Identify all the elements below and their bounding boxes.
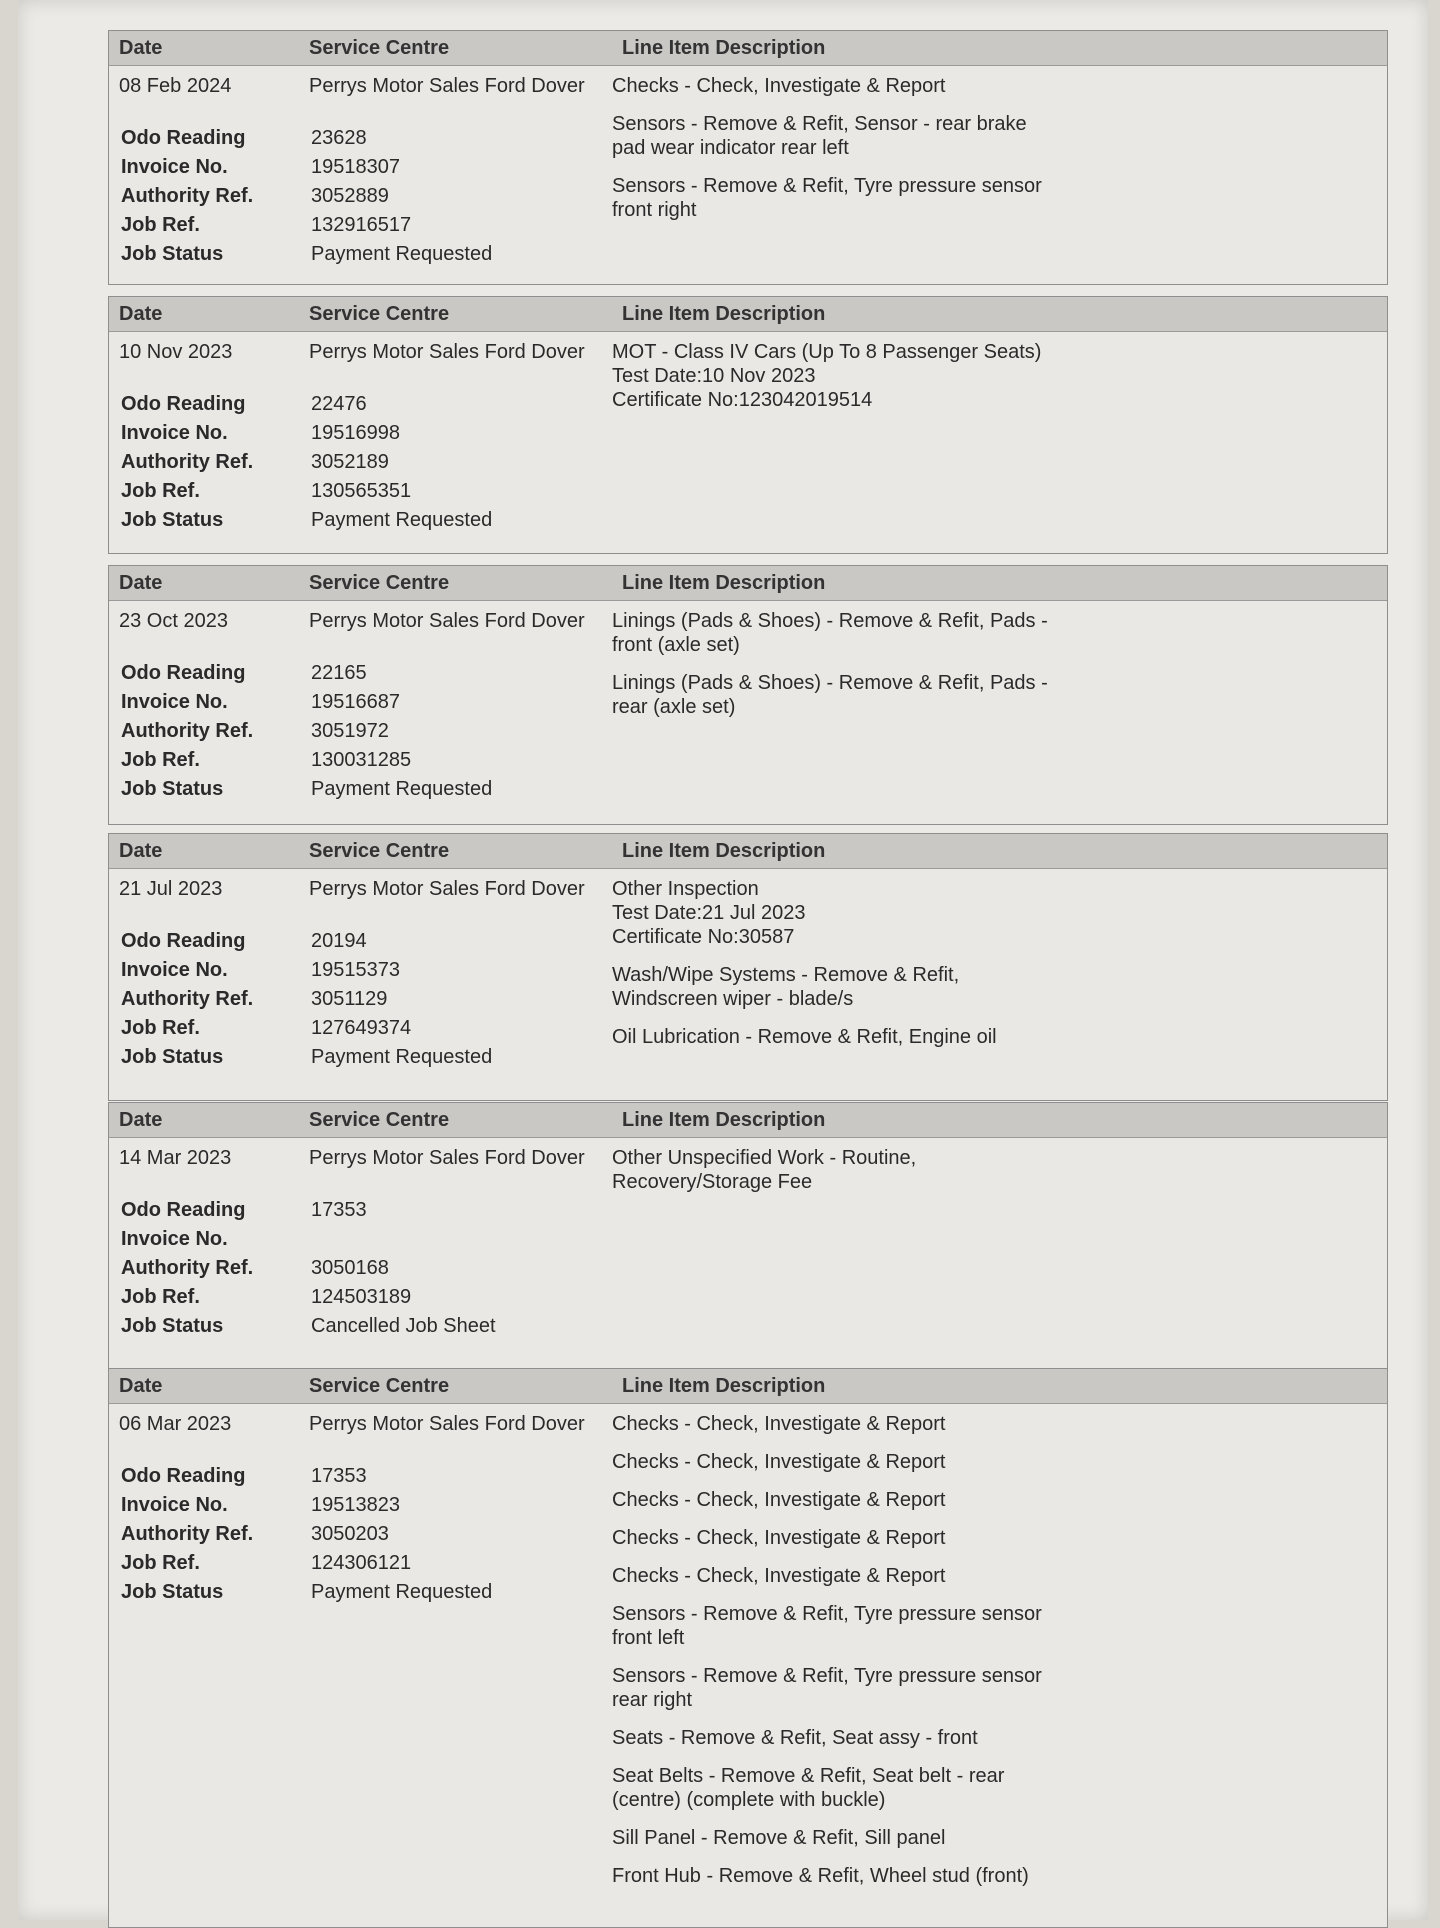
line-items [612,1412,1387,1902]
job-status-row [109,1045,612,1074]
line-item [612,1564,1367,1588]
record-details [109,1146,612,1343]
service-record [108,1368,1388,1928]
authority-ref-label: Authority Ref. [121,988,254,1010]
authority-ref-row [109,1522,612,1551]
record-date: 23 Oct 2023 [119,610,228,632]
invoice-number-row [109,155,612,184]
date-header: Date [119,1374,163,1397]
line-item-text: Sensors - Remove & Refit, Tyre pressure sensor [612,175,1042,197]
record-date: 21 Jul 2023 [119,878,223,900]
line-item-text: rear (axle set) [612,696,736,718]
line-item-text: Sill Panel - Remove & Refit, Sill panel [612,1827,946,1849]
job-status-value: Cancelled Job Sheet [311,1315,496,1337]
invoice-number-value: 19513823 [311,1494,400,1516]
date-header: Date [119,1108,163,1131]
invoice-number-label: Invoice No. [121,156,228,178]
date-header: Date [119,36,163,59]
job-status-value: Payment Requested [311,1046,493,1068]
job-status-row [109,1580,612,1609]
job-ref-label: Job Ref. [121,1552,200,1574]
job-ref-label: Job Ref. [121,1286,200,1308]
line-item [612,174,1367,222]
line-item-text: Test Date:21 Jul 2023 [612,902,806,924]
record-date: 06 Mar 2023 [119,1413,232,1435]
invoice-number-label: Invoice No. [121,422,228,444]
line-item [612,1864,1367,1888]
record-header [109,1369,1387,1404]
line-item-text: Checks - Check, Investigate & Report [612,1489,946,1511]
line-item [612,1146,1367,1194]
job-status-row [109,777,612,806]
line-item [612,1664,1367,1712]
service-centre-header: Service Centre [309,36,450,59]
service-centre-header: Service Centre [309,839,450,862]
odo-reading-value: 20194 [311,930,367,952]
job-ref-value: 130565351 [311,480,412,502]
service-record [108,833,1388,1101]
line-item-text: Other Inspection [612,878,759,900]
job-status-label: Job Status [121,1046,224,1068]
service-centre-name: Perrys Motor Sales Ford Dover [309,610,585,632]
line-item [612,74,1367,98]
authority-ref-value: 3050203 [311,1523,389,1545]
service-centre-header: Service Centre [309,1108,450,1131]
record-date: 08 Feb 2024 [119,75,232,97]
line-item-header: Line Item Description [622,839,826,862]
odo-reading-value: 17353 [311,1465,367,1487]
odo-reading-row [109,126,612,155]
line-item [612,112,1367,160]
date-header: Date [119,839,163,862]
line-item [612,963,1367,1011]
line-item [612,1412,1367,1436]
job-status-label: Job Status [121,778,224,800]
line-item-text: Oil Lubrication - Remove & Refit, Engine oil [612,1026,997,1048]
service-centre-header: Service Centre [309,302,450,325]
record-details [109,1412,612,1902]
job-ref-row [109,1285,612,1314]
line-items [612,74,1387,271]
date-centre-row [109,1146,612,1198]
job-status-value: Payment Requested [311,509,493,531]
service-centre-name: Perrys Motor Sales Ford Dover [309,1147,585,1169]
invoice-number-label: Invoice No. [121,959,228,981]
line-item [612,340,1367,412]
line-item-text: Checks - Check, Investigate & Report [612,1527,946,1549]
line-item-text: Seats - Remove & Refit, Seat assy - front [612,1727,978,1749]
authority-ref-label: Authority Ref. [121,451,254,473]
line-item-text: Checks - Check, Investigate & Report [612,1413,946,1435]
authority-ref-row [109,450,612,479]
record-body [109,66,1387,271]
date-centre-row [109,1412,612,1464]
record-body [109,332,1387,537]
job-status-value: Payment Requested [311,243,493,265]
job-ref-value: 124503189 [311,1286,412,1308]
record-body [109,601,1387,806]
authority-ref-value: 3051972 [311,720,389,742]
odo-reading-label: Odo Reading [121,662,246,684]
job-ref-label: Job Ref. [121,480,200,502]
job-ref-label: Job Ref. [121,214,200,236]
service-centre-name: Perrys Motor Sales Ford Dover [309,878,585,900]
authority-ref-value: 3052889 [311,185,389,207]
record-header [109,1103,1387,1138]
job-ref-value: 127649374 [311,1017,412,1039]
job-ref-row [109,1016,612,1045]
line-item-text: Sensors - Remove & Refit, Tyre pressure sensor [612,1603,1042,1625]
job-ref-label: Job Ref. [121,1017,200,1039]
invoice-number-row [109,1227,612,1256]
service-centre-name: Perrys Motor Sales Ford Dover [309,75,585,97]
odo-reading-value: 22476 [311,393,367,415]
line-items [612,877,1387,1074]
odo-reading-row [109,392,612,421]
authority-ref-row [109,184,612,213]
line-item [612,1526,1367,1550]
date-centre-row [109,609,612,661]
line-item-text: Test Date:10 Nov 2023 [612,365,816,387]
odo-reading-row [109,929,612,958]
odo-reading-row [109,1464,612,1493]
line-item [612,1025,1367,1049]
record-date: 10 Nov 2023 [119,341,233,363]
odo-reading-value: 23628 [311,127,367,149]
line-item-text: rear right [612,1689,693,1711]
invoice-number-row [109,421,612,450]
invoice-number-label: Invoice No. [121,1228,228,1250]
invoice-number-row [109,958,612,987]
authority-ref-label: Authority Ref. [121,1523,254,1545]
line-item-text: Linings (Pads & Shoes) - Remove & Refit, Pads - [612,610,1048,632]
line-item-text: Sensors - Remove & Refit, Tyre pressure sensor [612,1665,1042,1687]
line-item [612,1488,1367,1512]
odo-reading-label: Odo Reading [121,1465,246,1487]
authority-ref-row [109,1256,612,1285]
record-body [109,1404,1387,1902]
service-record [108,30,1388,285]
job-ref-row [109,213,612,242]
odo-reading-row [109,661,612,690]
date-header: Date [119,302,163,325]
invoice-number-value: 19516687 [311,691,400,713]
invoice-number-label: Invoice No. [121,1494,228,1516]
authority-ref-label: Authority Ref. [121,720,254,742]
record-header [109,297,1387,332]
record-body [109,1138,1387,1343]
line-item-text: Windscreen wiper - blade/s [612,988,854,1010]
line-items [612,1146,1387,1343]
invoice-number-value: 19516998 [311,422,400,444]
job-ref-value: 132916517 [311,214,412,236]
authority-ref-value: 3052189 [311,451,389,473]
odo-reading-value: 17353 [311,1199,367,1221]
line-item-text: Certificate No:30587 [612,926,795,948]
line-item-header: Line Item Description [622,302,826,325]
line-item-text: Sensors - Remove & Refit, Sensor - rear brake [612,113,1027,135]
line-item-text: Recovery/Storage Fee [612,1171,813,1193]
line-item-text: Front Hub - Remove & Refit, Wheel stud (front) [612,1865,1029,1887]
line-item-text: Linings (Pads & Shoes) - Remove & Refit, Pads - [612,672,1048,694]
job-status-row [109,242,612,271]
line-item [612,1450,1367,1474]
job-ref-row [109,748,612,777]
line-item [612,1726,1367,1750]
record-header [109,834,1387,869]
line-item-header: Line Item Description [622,36,826,59]
line-item [612,609,1367,657]
line-item-text: front left [612,1627,685,1649]
line-item-text: Checks - Check, Investigate & Report [612,1451,946,1473]
odo-reading-label: Odo Reading [121,930,246,952]
record-body [109,869,1387,1074]
job-ref-row [109,479,612,508]
line-item-header: Line Item Description [622,1108,826,1131]
service-centre-name: Perrys Motor Sales Ford Dover [309,1413,585,1435]
job-status-value: Payment Requested [311,778,493,800]
job-status-label: Job Status [121,1581,224,1603]
date-centre-row [109,74,612,126]
invoice-number-label: Invoice No. [121,691,228,713]
job-status-label: Job Status [121,243,224,265]
line-item-text: front (axle set) [612,634,740,656]
job-status-row [109,1314,612,1343]
line-item-header: Line Item Description [622,1374,826,1397]
record-details [109,609,612,806]
job-ref-value: 124306121 [311,1552,412,1574]
odo-reading-value: 22165 [311,662,367,684]
record-details [109,877,612,1074]
date-header: Date [119,571,163,594]
line-item [612,1764,1367,1812]
authority-ref-label: Authority Ref. [121,185,254,207]
date-centre-row [109,877,612,929]
line-item-text: front right [612,199,697,221]
line-item [612,1826,1367,1850]
job-status-row [109,508,612,537]
line-item-text: Certificate No:123042019514 [612,389,873,411]
job-status-value: Payment Requested [311,1581,493,1603]
line-item-text: Checks - Check, Investigate & Report [612,75,946,97]
invoice-number-value [311,1227,612,1256]
line-items [612,609,1387,806]
record-date: 14 Mar 2023 [119,1147,232,1169]
service-centre-header: Service Centre [309,1374,450,1397]
service-centre-header: Service Centre [309,571,450,594]
line-item [612,671,1367,719]
document-page [18,0,1428,1920]
invoice-number-value: 19518307 [311,156,400,178]
record-header [109,566,1387,601]
line-item-text: Checks - Check, Investigate & Report [612,1565,946,1587]
line-item-text: (centre) (complete with buckle) [612,1789,886,1811]
line-item-header: Line Item Description [622,571,826,594]
service-centre-name: Perrys Motor Sales Ford Dover [309,341,585,363]
service-record [108,565,1388,825]
job-ref-value: 130031285 [311,749,412,771]
job-ref-label: Job Ref. [121,749,200,771]
record-header [109,31,1387,66]
authority-ref-value: 3050168 [311,1257,389,1279]
service-record [108,296,1388,554]
line-item-text: pad wear indicator rear left [612,137,849,159]
record-details [109,74,612,271]
line-item [612,1602,1367,1650]
line-item-text: Other Unspecified Work - Routine, [612,1147,917,1169]
authority-ref-value: 3051129 [311,988,388,1010]
line-item [612,877,1367,949]
job-status-label: Job Status [121,509,224,531]
authority-ref-label: Authority Ref. [121,1257,254,1279]
line-item-text: Wash/Wipe Systems - Remove & Refit, [612,964,960,986]
odo-reading-label: Odo Reading [121,1199,246,1221]
line-item-text: MOT - Class IV Cars (Up To 8 Passenger Seats) [612,341,1042,363]
authority-ref-row [109,987,612,1016]
invoice-number-row [109,690,612,719]
invoice-number-value: 19515373 [311,959,400,981]
odo-reading-label: Odo Reading [121,393,246,415]
odo-reading-label: Odo Reading [121,127,246,149]
line-item-text: Seat Belts - Remove & Refit, Seat belt - rear [612,1765,1005,1787]
job-ref-row [109,1551,612,1580]
odo-reading-row [109,1198,612,1227]
job-status-label: Job Status [121,1315,224,1337]
service-record [108,1102,1388,1370]
invoice-number-row [109,1493,612,1522]
record-details [109,340,612,537]
line-items [612,340,1387,537]
date-centre-row [109,340,612,392]
authority-ref-row [109,719,612,748]
